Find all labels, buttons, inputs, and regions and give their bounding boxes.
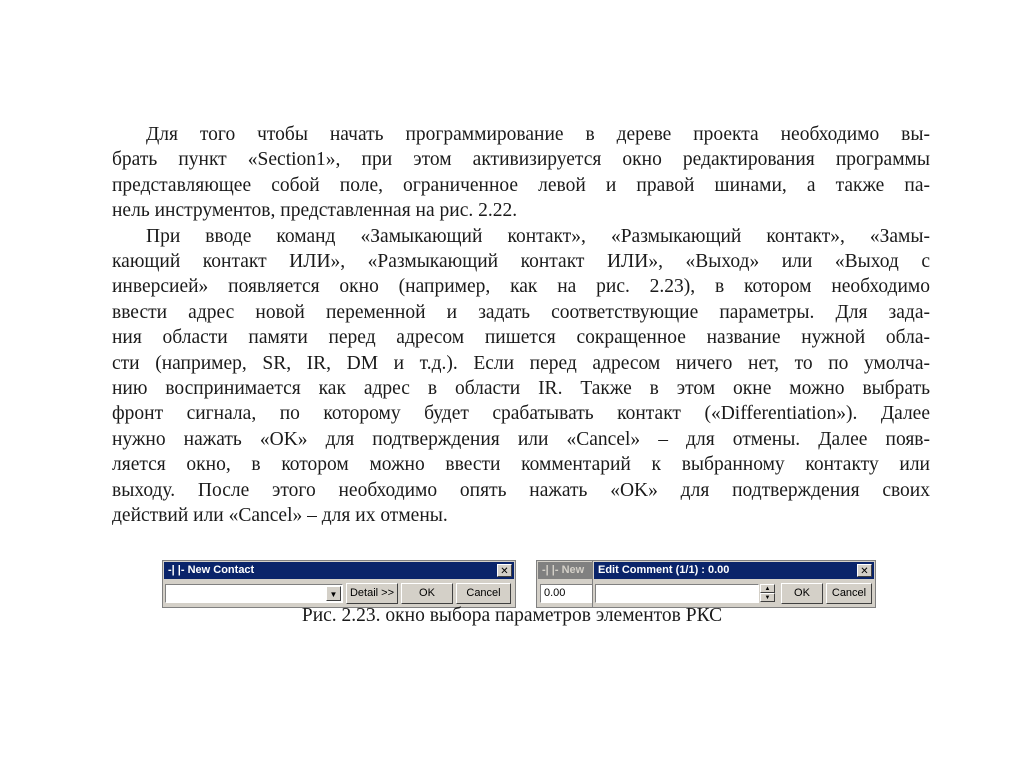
edit-comment-dialog bbox=[592, 560, 876, 608]
text-line: Для того чтобы начать программирование в дереве проекта необходимо вы- bbox=[146, 124, 930, 145]
ok-button[interactable]: OK bbox=[401, 583, 453, 604]
body-text bbox=[112, 122, 930, 529]
text-line: ляется окно, в котором можно ввести комментарий к выбранному контакту или bbox=[112, 454, 930, 476]
text-line: ввести адрес новой переменной и задать соответствующие параметры. Для зада- bbox=[112, 301, 930, 323]
background-address-value: 0.00 bbox=[544, 587, 566, 599]
text-line: инверсией» появляется окно (например, как на рис. 2.23), в котором необходимо bbox=[112, 276, 930, 298]
spin-up-icon[interactable]: ▲ bbox=[760, 584, 775, 593]
background-dialog-titlebar bbox=[538, 562, 600, 579]
spin-down-icon[interactable]: ▼ bbox=[760, 593, 775, 602]
text-line: нужно нажать «OK» для подтверждения или «Cancel» – для отмены. Далее появ- bbox=[112, 428, 930, 450]
text-line: фронт сигнала, по которому будет срабатывать контакт («Differentiation»). Далее bbox=[112, 403, 930, 425]
text-line: нию воспринимается как адрес в области IR. Также в этом окне можно выбрать bbox=[112, 378, 930, 400]
text-line: кающий контакт ИЛИ», «Размыкающий контакт ИЛИ», «Выход» или «Выход с bbox=[112, 251, 930, 273]
cancel-button[interactable]: Cancel bbox=[456, 583, 511, 604]
text-line: выходу. После этого необходимо опять нажать «OK» для подтверждения своих bbox=[112, 479, 930, 501]
edit-comment-title: Edit Comment (1/1) : 0.00 bbox=[598, 564, 730, 576]
new-contact-dialog bbox=[162, 560, 516, 608]
ok-button[interactable]: OK bbox=[781, 583, 823, 604]
cancel-button[interactable]: Cancel bbox=[826, 583, 872, 604]
background-address-field[interactable] bbox=[540, 584, 594, 603]
new-contact-titlebar bbox=[164, 562, 514, 579]
new-contact-title: -| |- New Contact bbox=[168, 564, 255, 576]
text-line: действий или «Cancel» – для их отмены. bbox=[112, 505, 448, 527]
text-line: представляющее собой поле, ограниченное левой и правой шинами, а также па- bbox=[112, 174, 930, 196]
close-icon[interactable]: ✕ bbox=[497, 564, 512, 577]
address-combo[interactable] bbox=[165, 584, 343, 603]
detail-button[interactable]: Detail >> bbox=[346, 583, 398, 604]
text-line: При вводе команд «Замыкающий контакт», «Размыкающий контакт», «Замы- bbox=[146, 225, 930, 247]
edit-comment-titlebar bbox=[594, 562, 874, 579]
text-line: ния области памяти перед адресом пишется сокращенное название нужной обла- bbox=[112, 327, 930, 349]
text-line: сти (например, SR, IR, DM и т.д.). Если перед адресом ничего нет, то по умолча- bbox=[112, 352, 930, 374]
text-line: брать пункт «Section1», при этом активизируется окно редактирования программы bbox=[112, 149, 930, 171]
background-dialog-title: -| |- New bbox=[542, 564, 585, 576]
chevron-down-icon[interactable]: ▼ bbox=[326, 586, 341, 601]
text-line: нель инструментов, представленная на рис. 2.22. bbox=[112, 200, 518, 222]
figure-caption: Рис. 2.23. окно выбора параметров элементов РКС bbox=[301, 605, 723, 626]
comment-input[interactable] bbox=[595, 584, 759, 603]
close-icon[interactable]: ✕ bbox=[857, 564, 872, 577]
